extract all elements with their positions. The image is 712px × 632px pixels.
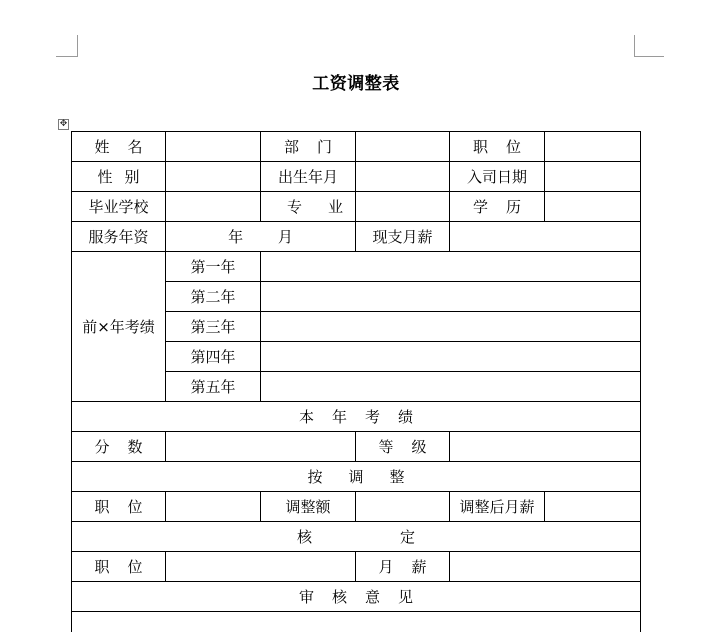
value-service-years[interactable]: 年 月 bbox=[166, 222, 356, 252]
label-gender: 性别 bbox=[72, 162, 166, 192]
section-adjustment: 按调整 bbox=[72, 462, 641, 492]
table-row bbox=[72, 132, 641, 162]
label-year-5: 第五年 bbox=[166, 372, 261, 402]
label-approved-position: 职位 bbox=[72, 552, 166, 582]
crop-mark-top-left bbox=[77, 35, 78, 57]
value-year-4[interactable] bbox=[261, 342, 641, 372]
label-service-years: 服务年资 bbox=[72, 222, 166, 252]
label-graduated-school: 毕业学校 bbox=[72, 192, 166, 222]
label-join-date: 入司日期 bbox=[450, 162, 545, 192]
label-year-4: 第四年 bbox=[166, 342, 261, 372]
label-grade: 等级 bbox=[356, 432, 450, 462]
table-row bbox=[72, 162, 641, 192]
value-score[interactable] bbox=[166, 432, 356, 462]
table-row bbox=[72, 492, 641, 522]
value-birth-date[interactable] bbox=[356, 162, 450, 192]
value-name[interactable] bbox=[166, 132, 261, 162]
section-review-opinion: 审核意见 bbox=[72, 582, 641, 612]
label-year-3: 第三年 bbox=[166, 312, 261, 342]
label-year-2: 第二年 bbox=[166, 282, 261, 312]
document-title: 工资调整表 bbox=[312, 74, 400, 94]
crop-mark-top-right bbox=[634, 35, 635, 57]
label-prior-performance: 前×年考绩 bbox=[72, 252, 166, 402]
table-row bbox=[72, 522, 641, 552]
value-adjust-position[interactable] bbox=[166, 492, 261, 522]
table-row bbox=[72, 552, 641, 582]
value-department[interactable] bbox=[356, 132, 450, 162]
label-adjust-position: 职位 bbox=[72, 492, 166, 522]
table-row bbox=[72, 432, 641, 462]
table-row bbox=[72, 612, 641, 632]
value-approved-position[interactable] bbox=[166, 552, 356, 582]
value-major[interactable] bbox=[356, 192, 450, 222]
value-year-2[interactable] bbox=[261, 282, 641, 312]
table-row bbox=[72, 252, 641, 282]
label-approved-salary: 月薪 bbox=[356, 552, 450, 582]
label-major: 专业 bbox=[261, 192, 356, 222]
value-year-5[interactable] bbox=[261, 372, 641, 402]
table-row bbox=[72, 402, 641, 432]
table-row bbox=[72, 462, 641, 492]
label-department: 部门 bbox=[261, 132, 356, 162]
value-gender[interactable] bbox=[166, 162, 261, 192]
crop-mark-top-left bbox=[56, 56, 78, 57]
value-approved-salary[interactable] bbox=[450, 552, 641, 582]
value-year-3[interactable] bbox=[261, 312, 641, 342]
table-row bbox=[72, 222, 641, 252]
salary-adjustment-table bbox=[71, 131, 641, 632]
value-adjust-amount[interactable] bbox=[356, 492, 450, 522]
value-join-date[interactable] bbox=[545, 162, 641, 192]
value-grade[interactable] bbox=[450, 432, 641, 462]
label-birth-date: 出生年月 bbox=[261, 162, 356, 192]
value-adjusted-salary[interactable] bbox=[545, 492, 641, 522]
table-move-handle-icon[interactable]: ✥ bbox=[59, 119, 68, 129]
label-current-salary: 现支月薪 bbox=[356, 222, 450, 252]
crop-mark-top-right bbox=[634, 56, 664, 57]
table-row bbox=[72, 192, 641, 222]
section-approval: 核定 bbox=[72, 522, 641, 552]
label-adjusted-salary: 调整后月薪 bbox=[450, 492, 545, 522]
value-graduated-school[interactable] bbox=[166, 192, 261, 222]
value-year-1[interactable] bbox=[261, 252, 641, 282]
label-name: 姓名 bbox=[72, 132, 166, 162]
value-education[interactable] bbox=[545, 192, 641, 222]
label-education: 学历 bbox=[450, 192, 545, 222]
label-adjust-amount: 调整额 bbox=[261, 492, 356, 522]
label-year-1: 第一年 bbox=[166, 252, 261, 282]
value-current-salary[interactable] bbox=[450, 222, 641, 252]
label-score: 分数 bbox=[72, 432, 166, 462]
value-review-opinion[interactable] bbox=[72, 612, 641, 632]
section-this-year-performance: 本年考绩 bbox=[72, 402, 641, 432]
value-position[interactable] bbox=[545, 132, 641, 162]
label-position: 职位 bbox=[450, 132, 545, 162]
table-row bbox=[72, 582, 641, 612]
